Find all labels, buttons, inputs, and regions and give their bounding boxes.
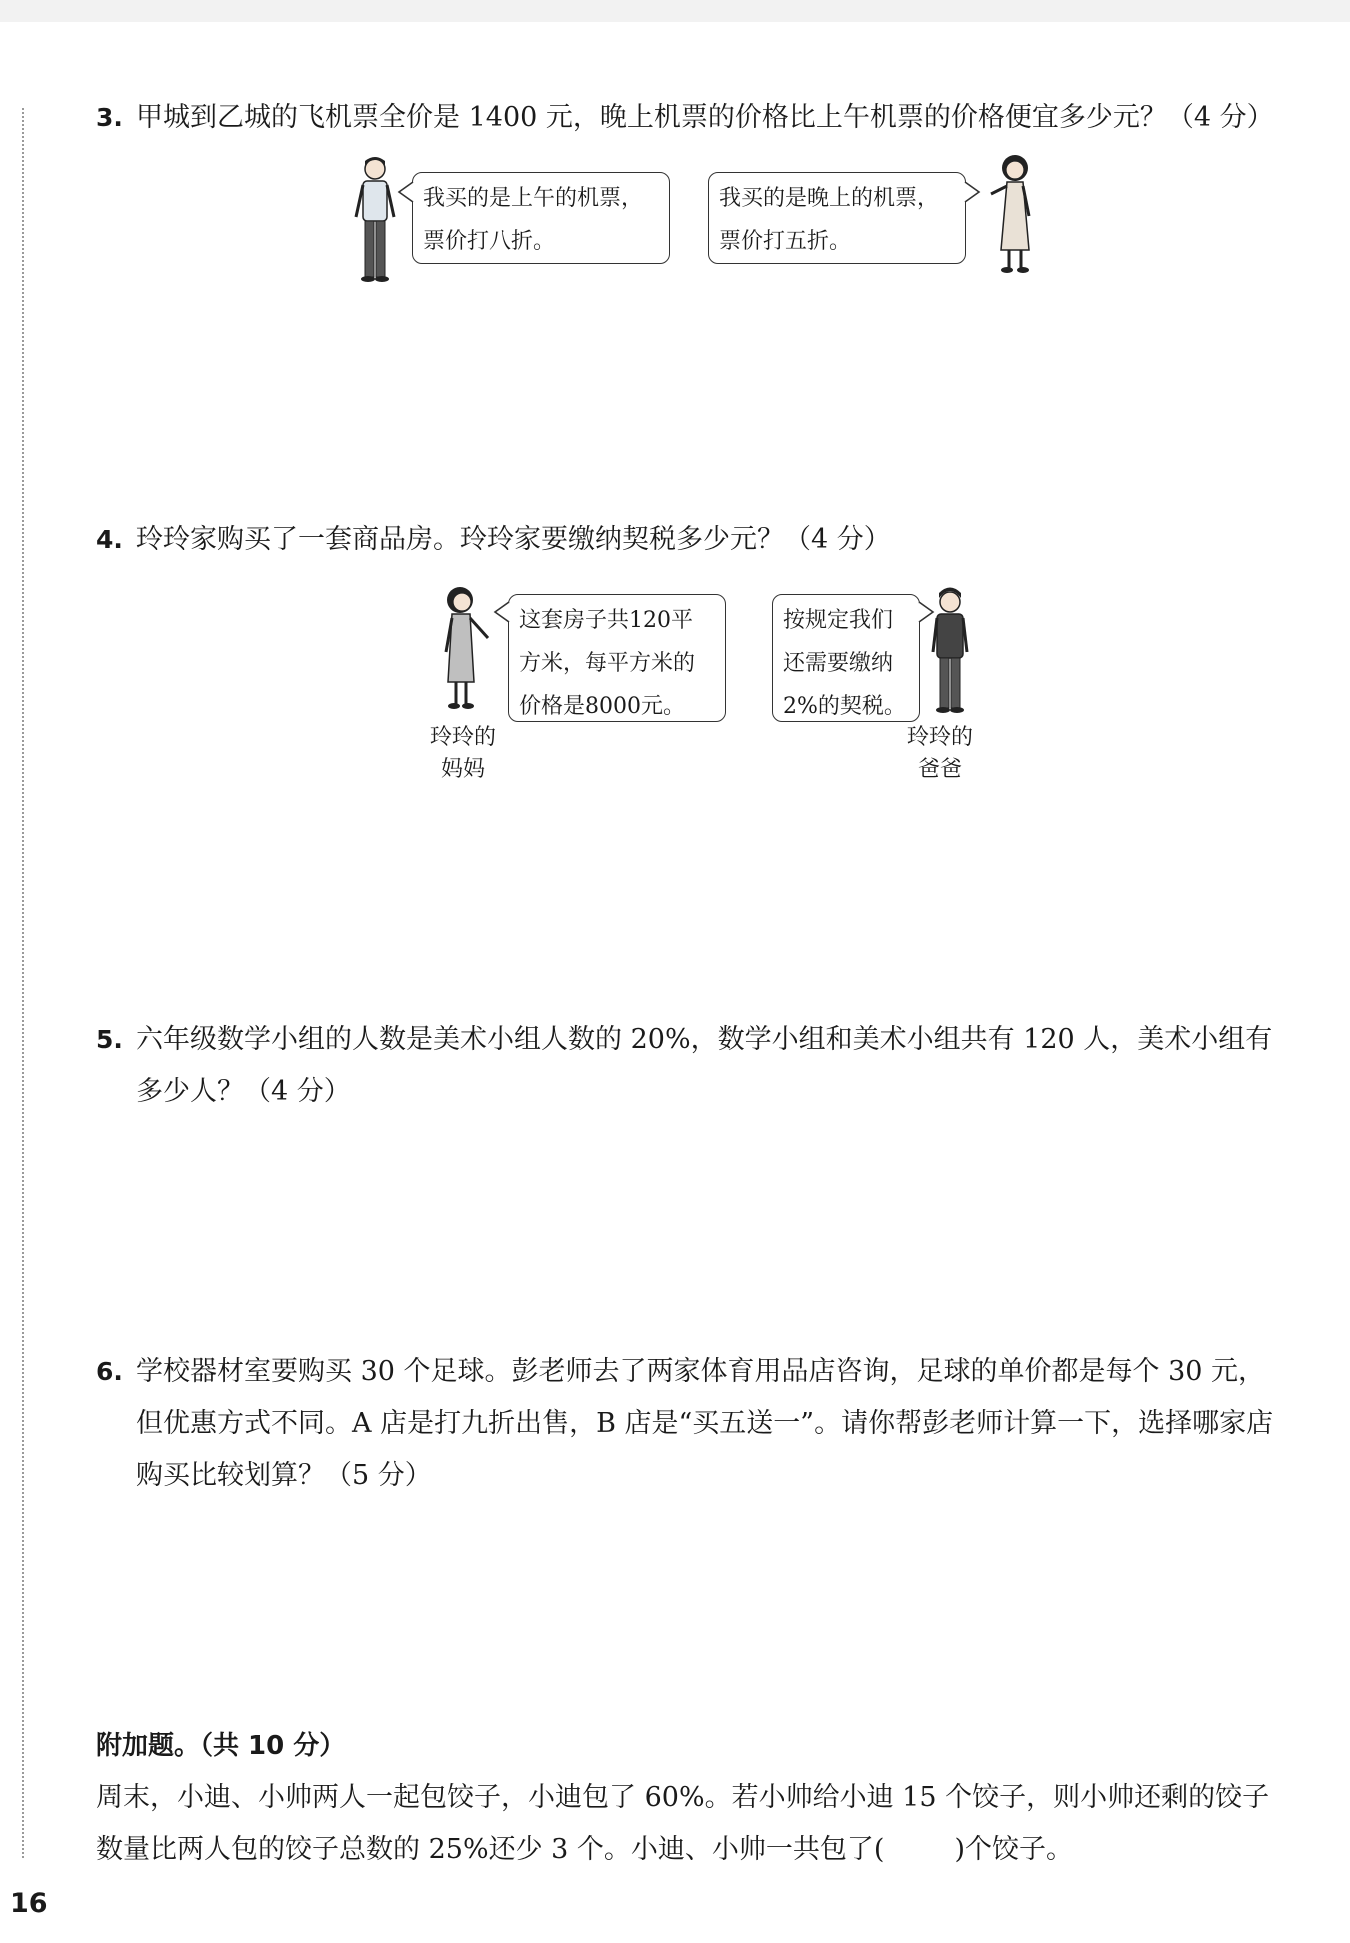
extra-question-text [96,1772,1276,1876]
question-text: 学校器材室要购买 30 个足球。彭老师去了两家体育用品店咨询，足球的单价都是每个 30 元，但优惠方式不同。A 店是打九折出售，B 店是“买五送一”。请你帮彭老师计算一下，选择哪家店购买比较划算？（5 分） [136,1356,1274,1491]
question-3 [96,92,1276,144]
speech-bubble-tail [963,180,981,204]
question-text: 玲玲家购买了一套商品房。玲玲家要缴纳契税多少元？（4 分） [136,524,891,555]
question-5 [96,1014,1276,1118]
question-4 [96,514,1276,566]
caption-mother: 玲玲的 妈妈 [429,725,496,782]
extra-question-text-start: 周末，小迪、小帅两人一起包饺子，小迪包了 60%。若小帅给小迪 15 个饺子，则小帅还剩的饺子数量比两人包的饺子总数的 25%还少 3 个。小迪、小帅一共包了( [96,1782,1270,1865]
extra-question-title: 附加题。（共 10 分） [96,1731,346,1761]
binding-margin-line [22,108,24,1858]
page-number: 16 [10,1888,48,1919]
page-top-band [0,0,1350,22]
question-number: 6. [96,1357,123,1386]
man-figure-illustration [350,155,400,285]
speech-bubble-father: 按规定我们 还需要缴纳 2%的契税。 [772,594,920,722]
speech-bubble-woman: 我买的是晚上的机票， 票价打五折。 [708,172,966,264]
question-number: 4. [96,525,123,554]
question-number: 5. [96,1025,123,1054]
father-figure-illustration [925,586,975,716]
question-6 [96,1346,1276,1502]
woman-figure-illustration [985,150,1045,275]
mother-figure-illustration [432,582,492,712]
question-text: 六年级数学小组的人数是美术小组人数的 20%，数学小组和美术小组共有 120 人，美术小组有多少人？（4 分） [136,1024,1273,1107]
speech-bubble-mother: 这套房子共120平 方米，每平方米的 价格是8000元。 [508,594,726,722]
caption-father: 玲玲的 爸爸 [906,725,973,782]
speech-bubble-man: 我买的是上午的机票， 票价打八折。 [412,172,670,264]
question-text: 甲城到乙城的飞机票全价是 1400 元，晚上机票的价格比上午机票的价格便宜多少元？（4 分） [136,102,1274,133]
question-number: 3. [96,103,123,132]
speech-bubble-tail [397,180,415,204]
speech-bubble-tail [493,600,511,624]
extra-question-text-end: )个饺子。 [954,1834,1074,1865]
